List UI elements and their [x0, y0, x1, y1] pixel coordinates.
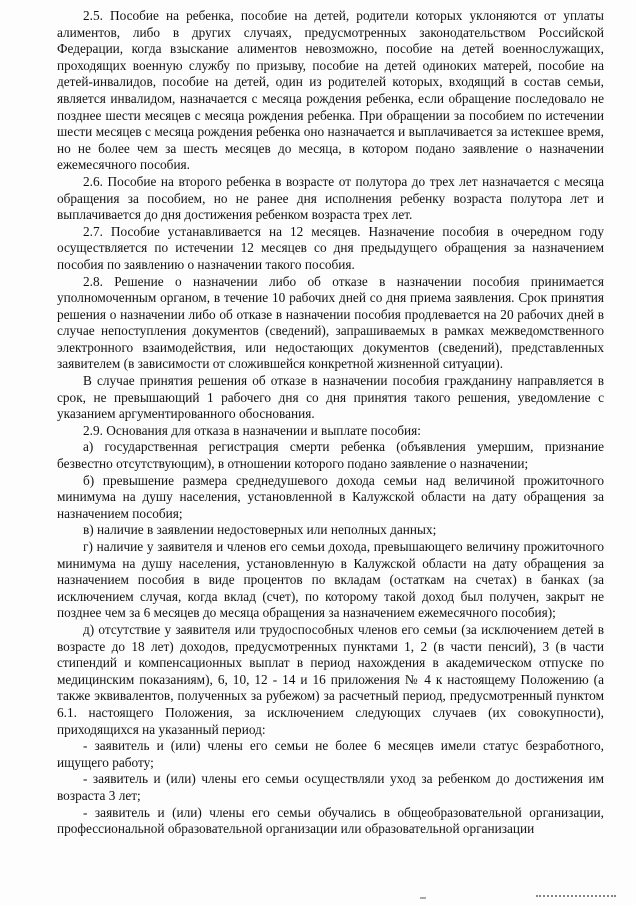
paragraph-2-7: 2.7. Пособие устанавливается на 12 месяцев. Назначение пособия в очередном году осуществляется по истечении 12 месяцев со дня предыдущего обращения за назначением пособия по заявлению о назначении такого пособия. [57, 223, 604, 272]
list-item-b: б) превышение размера среднедушевого дохода семьи над величиной прожиточного минимума на душу населения, установленной в Калужской области на дату обращения за назначением пособия; [57, 472, 604, 521]
paragraph-2-9: 2.9. Основания для отказа в назначении и выплате пособия: [83, 422, 421, 438]
list-item-v: в) наличие в заявлении недостоверных или неполных данных; [83, 522, 437, 538]
scan-artifact-dot [420, 897, 426, 899]
paragraph-2-6: 2.6. Пособие на второго ребенка в возрасте от полутора до трех лет назначается с месяца обращения за пособием, но не ранее дня исполнения ребенку возраста полутора лет и выплачивается до дня достижения ребенком возраста трех лет. [57, 173, 604, 223]
paragraph-2-8: 2.8. Решение о назначении либо об отказе в назначении пособия принимается уполномоченным органом, в течение 10 рабочих дней со дня приема заявления. Срок принятия решения о назначении либо об отказе в назначении пособия продлевается на 20 рабочих дней в случае непоступления документов (сведений), запрашиваемых в рамках межведомственного электронного взаимодействия, или недостающих документов (сведений), представленных заявителем (в зависимости от сложившейся конкретной жизненной ситуации). [57, 273, 604, 372]
list-item-g: г) наличие у заявителя и членов его семьи дохода, превышающего величину прожиточного минимума на душу населения, установленную в Калужской области на дату обращения за назначением пособия в виде процентов по вкладам (остаткам на счетах) в банках (за исключением случая, когда вклад (счет), по которому такой доход был получен, закрыт не позднее чем за 6 месяцев до месяца обращения за назначением ежемесячного пособия); [57, 539, 604, 621]
list-item-d: д) отсутствие у заявителя или трудоспособных членов его семьи (за исключением детей в возрасте до 18 лет) доходов, предусмотренных пунктами 1, 2 (в части пенсий), 3 (в части стипендий и компенсационных выплат в период нахождения в академическом отпуске по медицинским показаниям), 6, 10, 12 - 14 и 16 приложения № 4 к настоящему Положению (а также эквивалентов, полученных за рубежом) за расчетный период, предусмотренный пунктом 6.1. настоящего Положения, за исключением следующих случаев (их совокупности), приходящихся на указанный период: [57, 621, 604, 737]
exception-item-childcare: - заявитель и (или) члены его семьи осуществляли уход за ребенком до достижения им возраста 3 лет; [57, 771, 604, 803]
paragraph-2-5: 2.5. Пособие на ребенка, пособие на детей, родители которых уклоняются от уплаты алиментов, либо в других случаях, предусмотренных законодательством Российской Федерации, когда взыскание алиментов невозможно, пособие на детей военнослужащих, проходящих военную службу по призыву, пособие на детей одиноких матерей, пособие на детей-инвалидов, пособие на детей, один из родителей которых, входящий в состав семьи, является инвалидом, назначается с месяца рождения ребенка, если обращение последовало не позднее шести месяцев с месяца рождения ребенка. При обращении за пособием по истечении шести месяцев с месяца рождения ребенка оно назначается и выплачивается за истекшее время, но не более чем за шесть месяцев до месяца, в котором подано заявление о назначении ежемесячного пособия. [57, 8, 604, 173]
paragraph-refusal-notice: В случае принятия решения об отказе в назначении пособия гражданину направляется в срок, не превышающий 1 рабочего дня со дня принятия такого решения, уведомление с указанием аргументированного обоснования. [57, 373, 604, 422]
exception-item-unemployed: - заявитель и (или) члены его семьи не более 6 месяцев имели статус безработного, ищущего работу; [57, 738, 604, 770]
scan-artifact-marks [536, 895, 616, 901]
exception-item-education: - заявитель и (или) члены его семьи обучались в общеобразовательной организации, профессиональной образовательной организации или образовательной организации [57, 804, 604, 837]
list-item-a: а) государственная регистрация смерти ребенка (объявления умершим, признание безвестно отсутствующим), в отношении которого подано заявление о назначении; [57, 439, 604, 472]
